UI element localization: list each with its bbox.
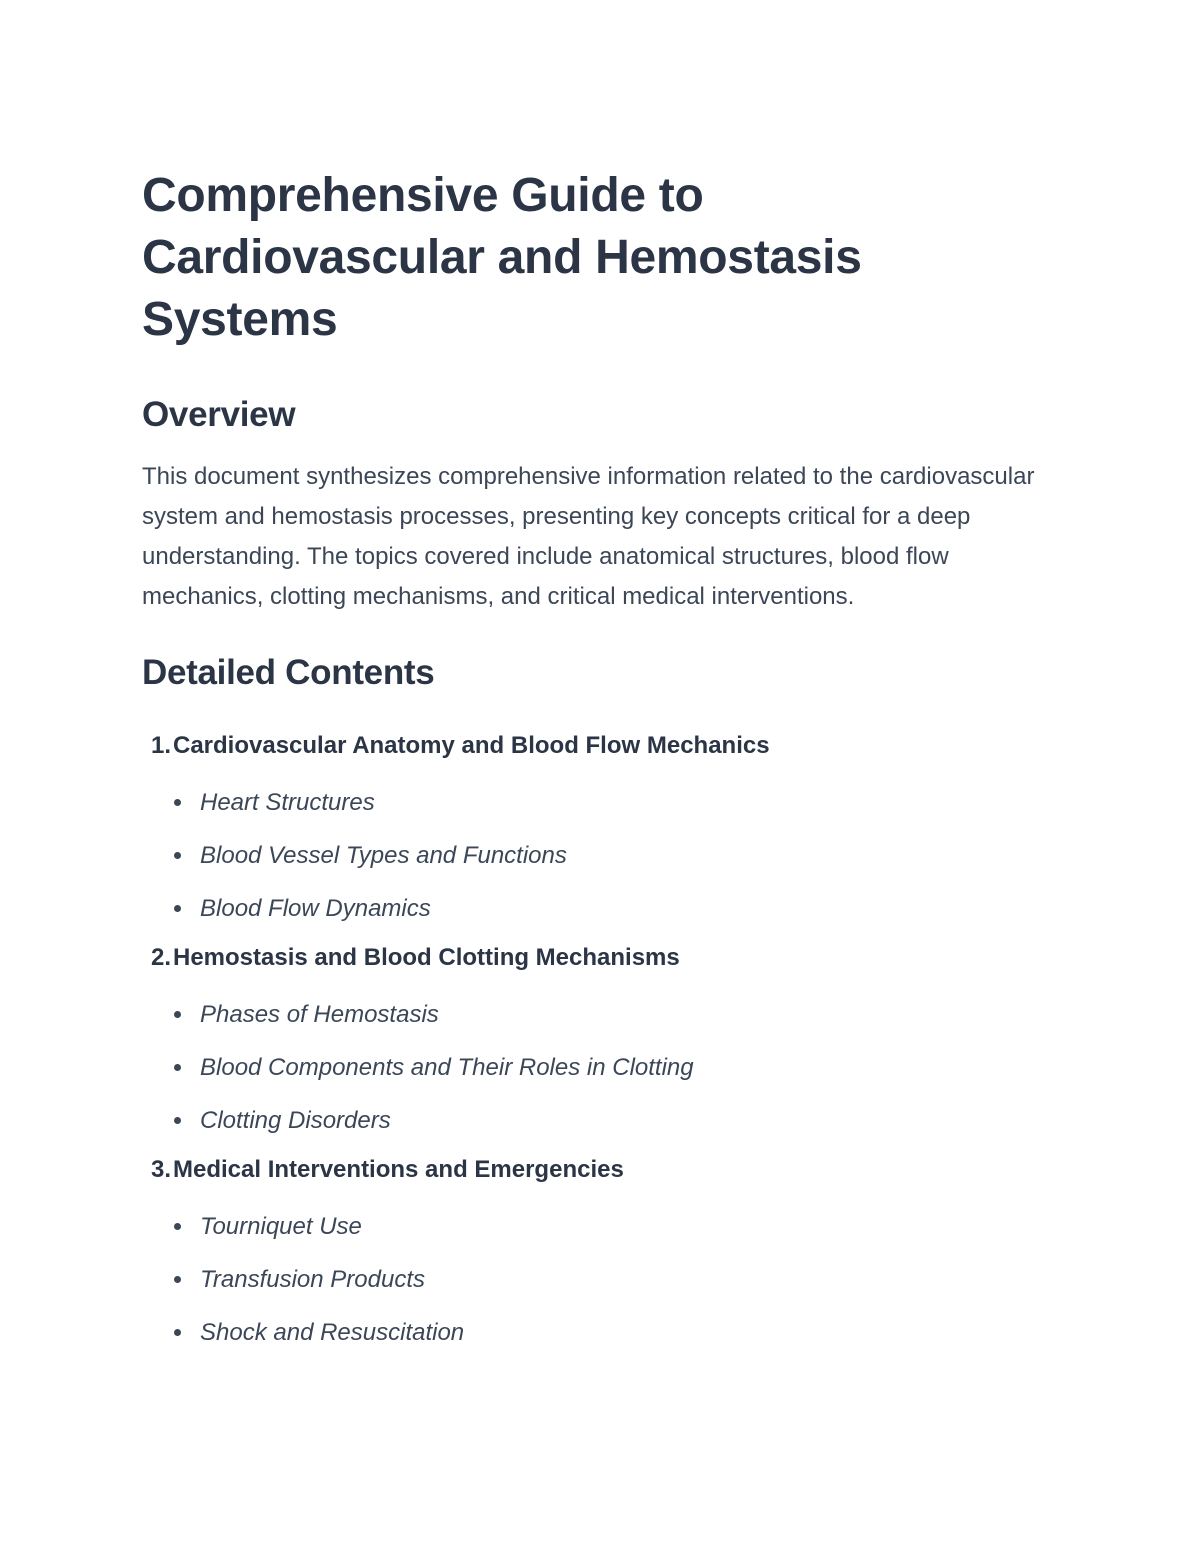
section-title: Medical Interventions and Emergencies bbox=[173, 1156, 624, 1183]
section-number: 3. bbox=[150, 1156, 171, 1183]
section-number: 2. bbox=[150, 944, 171, 971]
list-item: Transfusion Products bbox=[142, 1253, 1042, 1306]
list-item: Blood Vessel Types and Functions bbox=[142, 829, 1042, 882]
contents-list bbox=[142, 723, 1042, 1359]
bullet-icon bbox=[174, 1329, 181, 1336]
document-page bbox=[142, 165, 1042, 1359]
bullet-icon bbox=[174, 799, 181, 806]
list-item: Clotting Disorders bbox=[142, 1094, 1042, 1147]
bullet-icon bbox=[174, 1117, 181, 1124]
bullet-icon bbox=[174, 1011, 181, 1018]
list-item: Blood Components and Their Roles in Clotting bbox=[142, 1041, 1042, 1094]
contents-section-1 bbox=[142, 723, 1042, 935]
contents-section-2 bbox=[142, 935, 1042, 1147]
bullet-icon bbox=[174, 1223, 181, 1230]
contents-heading: Detailed Contents bbox=[142, 653, 435, 692]
bullet-icon bbox=[174, 1276, 181, 1283]
section-title: Hemostasis and Blood Clotting Mechanisms bbox=[173, 944, 680, 971]
list-item: Heart Structures bbox=[142, 776, 1042, 829]
contents-section-3 bbox=[142, 1147, 1042, 1359]
bullet-icon bbox=[174, 1064, 181, 1071]
section-title: Cardiovascular Anatomy and Blood Flow Mechanics bbox=[173, 732, 770, 759]
list-item: Blood Flow Dynamics bbox=[142, 882, 1042, 935]
list-item: Shock and Resuscitation bbox=[142, 1306, 1042, 1359]
section-number: 1. bbox=[150, 732, 171, 759]
bullet-icon bbox=[174, 905, 181, 912]
bullet-icon bbox=[174, 852, 181, 859]
list-item: Phases of Hemostasis bbox=[142, 988, 1042, 1041]
list-item: Tourniquet Use bbox=[142, 1200, 1042, 1253]
document-title: Comprehensive Guide to Cardiovascular and Hemostasis Systems bbox=[142, 169, 862, 346]
overview-heading: Overview bbox=[142, 395, 296, 434]
overview-paragraph: This document synthesizes comprehensive information related to the cardiovascular system and hemostasis processes, presenting key concepts critical for a deep understanding. The topics covered include anatomical structures, blood flow mechanics, clotting mechanisms, and critical medical interventions. bbox=[142, 463, 1035, 610]
